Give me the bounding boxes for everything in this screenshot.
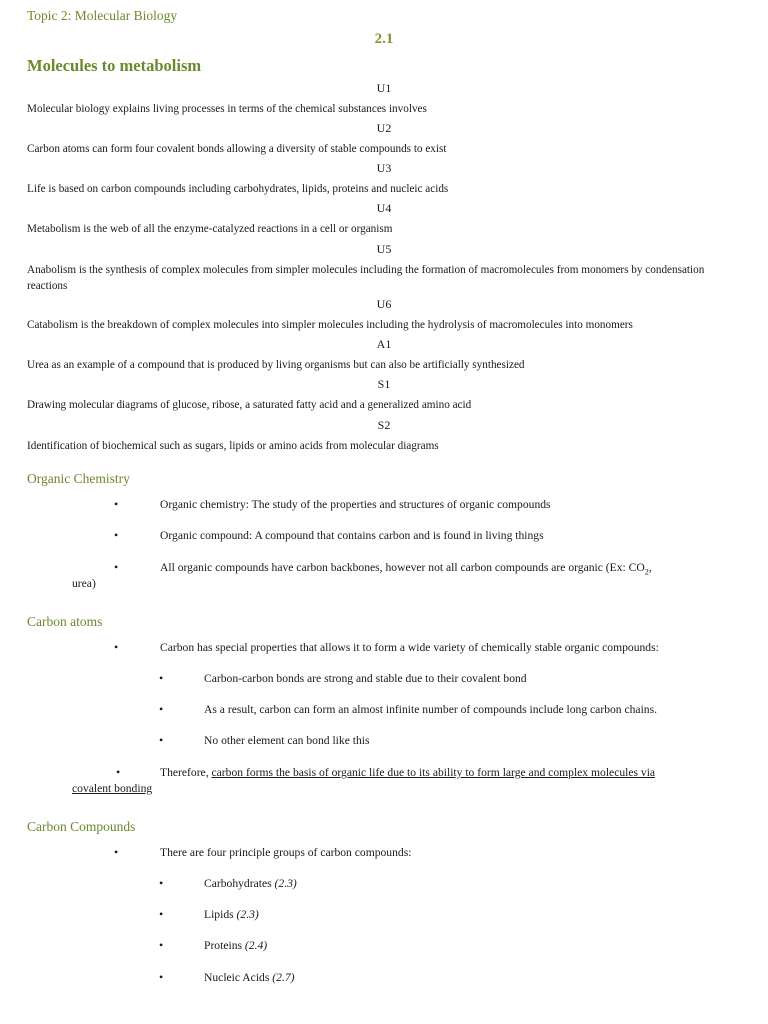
outcome-code-s2: S2	[377, 418, 391, 432]
outcome-text-u3: Life is based on carbon compounds including carbohydrates, lipids, proteins and nucleic acids	[27, 183, 449, 195]
compound-item	[204, 876, 297, 892]
organic-bullet-3-text: All organic compounds have carbon backbones, however not all carbon compounds are organic (Ex: CO	[160, 561, 645, 574]
compound-item	[204, 970, 294, 986]
section-number: 2.1	[374, 31, 394, 47]
organic-bullet-3	[160, 560, 652, 580]
bullet-icon: •	[159, 876, 164, 890]
outcome-text-u4: Metabolism is the web of all the enzyme-catalyzed reactions in a cell or organism	[27, 223, 393, 235]
compound-label: Nucleic Acids	[204, 971, 270, 984]
compound-ref: (2.3)	[236, 908, 259, 921]
section-title: Molecules to metabolism	[27, 56, 202, 75]
therefore-underlined-cont: covalent bonding	[72, 782, 153, 795]
therefore-underlined: carbon forms the basis of organic life due to its ability to form large and complex molecules via	[211, 766, 656, 779]
outcome-text-s2: Identification of biochemical such as sugars, lipids or amino acids from molecular diagrams	[27, 440, 439, 452]
outcome-text-s1: Drawing molecular diagrams of glucose, ribose, a saturated fatty acid and a generalized amino acid	[27, 399, 472, 411]
topic-header: Topic 2: Molecular Biology	[27, 8, 178, 23]
outcome-text-a1: Urea as an example of a compound that is produced by living organisms but can also be artificially synthesized	[27, 359, 525, 371]
carbon-atoms-sub-3: No other element can bond like this	[204, 734, 370, 747]
bullet-icon: •	[159, 970, 164, 984]
outcome-text-u2: Carbon atoms can form four covalent bonds allowing a diversity of stable compounds to exist	[27, 143, 447, 155]
bullet-icon: •	[114, 560, 119, 574]
compound-ref: (2.7)	[272, 971, 295, 984]
compound-item	[204, 938, 267, 954]
bullet-icon: •	[159, 702, 164, 716]
therefore-label: Therefore,	[160, 766, 209, 779]
bullet-icon: •	[159, 671, 164, 685]
bullet-icon: •	[159, 907, 164, 921]
carbon-atoms-bullet-1: Carbon has special properties that allows it to form a wide variety of chemically stable organic compounds:	[160, 641, 659, 654]
compound-label: Lipids	[204, 908, 234, 921]
bullet-icon: •	[159, 733, 164, 747]
organic-chemistry-heading: Organic Chemistry	[27, 471, 130, 486]
outcome-code-s1: S1	[377, 377, 391, 391]
outcome-code-u1: U1	[376, 81, 392, 95]
compound-label: Carbohydrates	[204, 877, 272, 890]
outcome-code-u6: U6	[376, 297, 392, 311]
outcome-code-u5: U5	[376, 242, 392, 256]
outcome-code-u3: U3	[376, 161, 392, 175]
outcome-code-a1: A1	[376, 337, 392, 351]
bullet-icon: •	[116, 765, 121, 779]
carbon-atoms-sub-1: Carbon-carbon bonds are strong and stable due to their covalent bond	[204, 672, 527, 685]
organic-bullet-3-cont: urea)	[72, 577, 96, 590]
organic-bullet-1: Organic chemistry: The study of the properties and structures of organic compounds	[160, 498, 551, 511]
carbon-compounds-bullet-1: There are four principle groups of carbon compounds:	[160, 846, 412, 859]
carbon-atoms-heading: Carbon atoms	[27, 614, 103, 629]
outcome-text-u1: Molecular biology explains living processes in terms of the chemical substances involves	[27, 103, 427, 115]
outcome-code-u2: U2	[376, 121, 392, 135]
compound-label: Proteins	[204, 939, 243, 952]
bullet-icon: •	[114, 528, 119, 542]
bullet-icon: •	[114, 497, 119, 511]
outcome-text-u5: Anabolism is the synthesis of complex molecules from simpler molecules including the formation of macromolecules from monomers by condensation reactions	[27, 264, 705, 292]
organic-bullet-3-comma: ,	[648, 561, 652, 574]
outcome-text-u6: Catabolism is the breakdown of complex molecules into simpler molecules including the hydrolysis of macromolecules into monomers	[27, 319, 633, 331]
compound-ref: (2.4)	[244, 939, 268, 952]
carbon-compounds-heading: Carbon Compounds	[27, 819, 136, 834]
carbon-atoms-therefore	[160, 765, 655, 781]
bullet-icon: •	[114, 845, 119, 859]
subscript-2: 2	[644, 567, 649, 577]
compound-ref: (2.3)	[274, 877, 297, 890]
compound-item	[204, 907, 259, 923]
carbon-atoms-sub-2: As a result, carbon can form an almost infinite number of compounds include long carbon chains.	[204, 703, 657, 716]
outcome-code-u4: U4	[376, 201, 392, 215]
bullet-icon: •	[114, 640, 119, 654]
organic-bullet-2: Organic compound: A compound that contains carbon and is found in living things	[160, 529, 544, 542]
bullet-icon: •	[159, 938, 164, 952]
